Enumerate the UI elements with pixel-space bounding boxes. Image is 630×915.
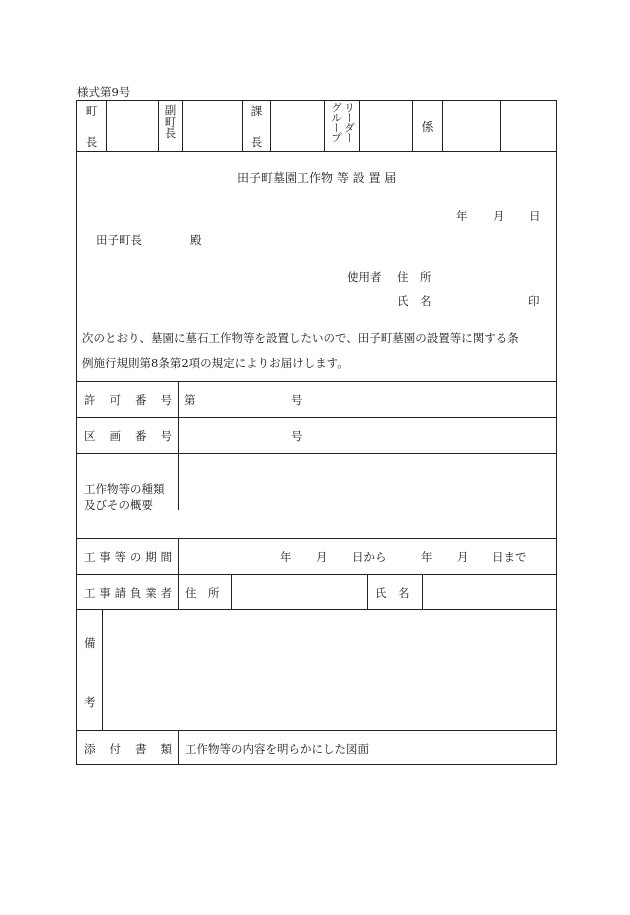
structure-type-row: [77, 453, 556, 510]
applicant-address-label: 住 所: [397, 270, 432, 284]
addressee-name: 田子町長: [96, 233, 142, 247]
approval-stamp-staff-2: [501, 101, 556, 152]
approval-label-staff: 係: [413, 101, 443, 152]
plot-number-suffix: 号: [291, 429, 303, 443]
construction-period-label: 工 事 等 の 期 間: [84, 550, 172, 564]
approval-stamp-mayor: [107, 101, 159, 152]
form-number-label: 様式第9号: [77, 85, 131, 99]
approval-stamp-section-chief: [271, 101, 325, 152]
applicant-seal-mark: 印: [528, 294, 540, 308]
approval-label-mayor: 町 長: [77, 101, 107, 152]
contractor-address-label: 住 所: [185, 586, 220, 600]
period-from-year: 年: [280, 550, 292, 564]
form-title: 田子町墓園工作物 等 設 置 届: [237, 171, 397, 185]
contractor-name-label: 氏 名: [375, 586, 410, 600]
date-day-label: 日: [529, 209, 541, 223]
period-from-month: 月: [316, 550, 328, 564]
period-from-day: 日から: [352, 550, 387, 564]
date-month-label: 月: [493, 209, 505, 223]
period-to-month: 月: [457, 550, 469, 564]
construction-period-row: [77, 538, 556, 574]
permit-number-suffix: 号: [291, 393, 303, 407]
remarks-row: [77, 609, 556, 730]
remarks-label-top: 備: [84, 636, 96, 650]
approval-label-section-chief: 課 長: [243, 101, 271, 152]
attachments-row: [77, 730, 556, 764]
approval-stamp-deputy-mayor: [183, 101, 243, 152]
plot-number-label: 区 画 番 号: [84, 429, 172, 443]
contractor-row: [77, 574, 556, 609]
period-to-year: 年: [421, 550, 433, 564]
date-year-label: 年: [456, 209, 468, 223]
permit-number-prefix: 第: [184, 393, 196, 407]
period-to-day: 日まで: [492, 550, 527, 564]
approval-label-deputy-mayor: 副 町 長: [159, 101, 183, 152]
body-text-line-1: 次のとおり、墓園に墓石工作物等を設置したいので、田子町墓園の設置等に関する条: [82, 331, 519, 345]
notification-form: [76, 151, 557, 765]
structure-type-label-2: 及びその概要: [84, 498, 153, 512]
contractor-label: 工 事 請 負 業 者: [84, 586, 172, 600]
applicant-name-label: 氏 名: [397, 294, 432, 308]
remarks-label-bottom: 考: [84, 695, 96, 709]
approval-label-group-leader: リーダー グループ: [325, 101, 360, 152]
addressee-honorific: 殿: [190, 233, 202, 247]
permit-number-label: 許 可 番 号: [84, 393, 172, 407]
permit-number-row: [77, 381, 556, 417]
approval-stamp-row: [76, 100, 557, 151]
approval-stamp-staff-1: [443, 101, 501, 152]
plot-number-row: [77, 417, 556, 453]
body-text-line-2: 例施行規則第8条第2項の規定によりお届けします。: [82, 356, 349, 370]
structure-type-label-1: 工作物等の種類: [84, 482, 165, 496]
approval-stamp-group-leader: [360, 101, 413, 152]
applicant-user-label: 使用者: [347, 270, 382, 284]
attachments-label: 添 付 書 類: [84, 742, 172, 756]
attachments-value: 工作物等の内容を明らかにした図面: [185, 742, 369, 756]
